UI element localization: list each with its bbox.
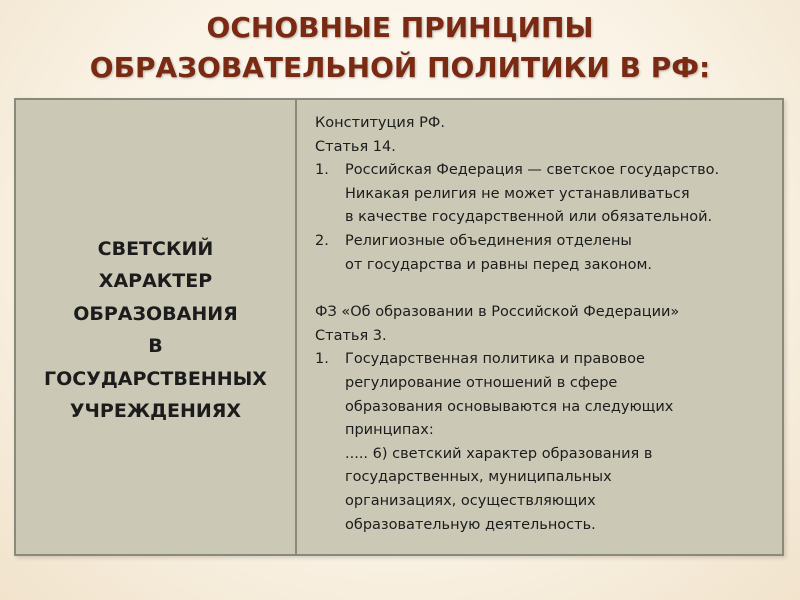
constitution-source: Конституция РФ. [315, 115, 445, 131]
law-block [315, 301, 772, 537]
law-article: Статья 3. [315, 327, 387, 344]
item-text: регулирование отношений в сфере [345, 374, 618, 391]
principle-line: УЧРЕЖДЕНИЯХ [69, 400, 242, 422]
constitution-block [315, 112, 772, 277]
legal-basis-cell [297, 100, 782, 554]
principle-line: ХАРАКТЕР [98, 270, 213, 292]
section-spacer [315, 277, 772, 301]
item-text: от государства и равны перед законом. [345, 256, 653, 273]
list-item [315, 230, 772, 254]
principle-line: В [148, 335, 163, 357]
principle-line: СВЕТСКИЙ [97, 237, 214, 260]
list-item [315, 159, 772, 183]
sub-item-text: ..... 6) светский характер образования в [345, 445, 653, 462]
item-text: Государственная политика и правовое [345, 351, 645, 368]
law-source: ФЗ «Об образовании в Российской Федерации» [315, 304, 680, 321]
item-text: Российская Федерация — светское государство. [345, 162, 720, 179]
item-number: 1. [315, 351, 329, 368]
slide-title [0, 8, 800, 88]
title-line-2: ОБРАЗОВАТЕЛЬНОЙ ПОЛИТИКИ В РФ: [89, 51, 711, 84]
item-number: 1. [315, 162, 329, 179]
list-item [315, 348, 772, 372]
item-text: принципах: [345, 422, 434, 439]
item-text: Религиозные объединения отделены [345, 232, 632, 249]
item-number: 2. [315, 232, 329, 249]
constitution-article: Статья 14. [315, 138, 396, 155]
item-text: Никакая религия не может устанавливаться [345, 185, 690, 202]
principle-line: ГОСУДАРСТВЕННЫХ [44, 367, 267, 390]
item-text: в качестве государственной или обязательной. [345, 209, 713, 226]
sub-item-text: образовательную деятельность. [345, 516, 596, 533]
principle-name [44, 233, 267, 428]
sub-item-text: государственных, муниципальных [345, 469, 612, 486]
principle-line: ОБРАЗОВАНИЯ [73, 302, 238, 325]
title-line-1: ОСНОВНЫЕ ПРИНЦИПЫ [206, 11, 594, 44]
sub-item-text: организациях, осуществляющих [345, 492, 596, 509]
item-text: образования основываются на следующих [345, 398, 674, 415]
principles-table [14, 98, 784, 556]
principle-cell [16, 100, 297, 554]
